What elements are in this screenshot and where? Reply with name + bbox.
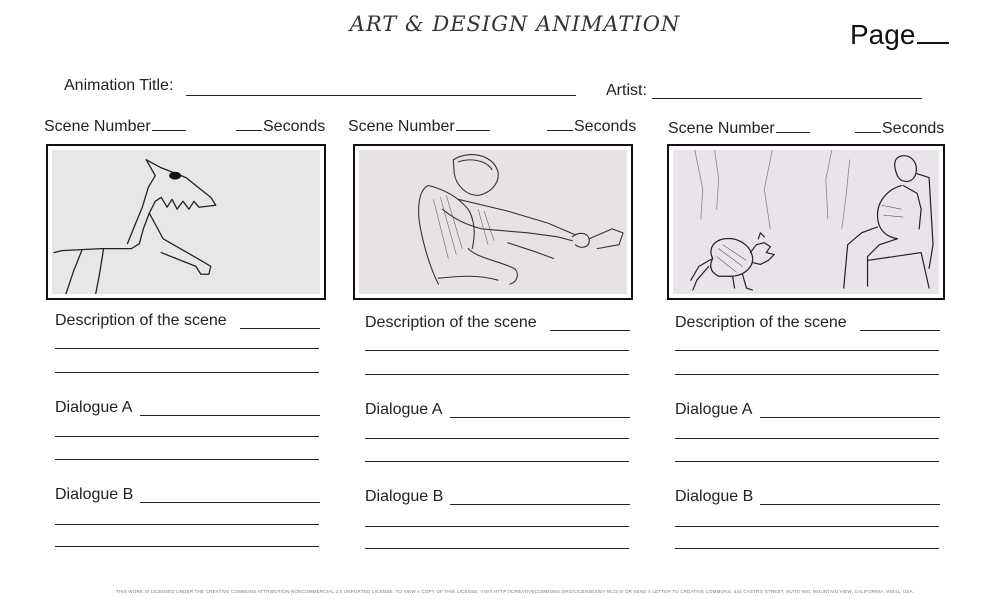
bird-and-seated-man-sketch-icon	[673, 150, 939, 294]
description-label-3: Description of the scene	[675, 314, 847, 331]
seconds-blank[interactable]	[855, 132, 881, 133]
license-footer: THIS WORK IS LICENSED UNDER THE CREATIVE COMMONS ATTRIBUTION-NONCOMMERCIAL 3.0 UNPORTED LICENSE. TO VIEW A COPY OF THIS LICENSE, VISIT HTTP://CREATIVECOMMONS.ORG/LICENSES/BY-NC/3.0/ OR SEND A LETTER TO CREATIVE COMMONS, 444 CASTRO STREET, SUITE 900, MOUNTAIN VIEW, CALIFORNIA, 94041, USA.	[115, 589, 915, 594]
dialogue-a-line[interactable]	[675, 438, 939, 439]
dialogue-b-line[interactable]	[675, 526, 939, 527]
scene-number-field[interactable]	[348, 118, 490, 136]
dialogue-a-line[interactable]	[55, 459, 319, 460]
description-line[interactable]	[675, 350, 939, 351]
dialogue-a-line[interactable]	[365, 461, 629, 462]
seconds-field[interactable]	[236, 118, 325, 136]
animation-title-label: Animation Title:	[64, 77, 174, 94]
page-title: ART & DESIGN ANIMATION	[349, 12, 681, 36]
scene-number-label: Scene Number	[348, 118, 455, 135]
dialogue-b-label-3: Dialogue B	[675, 488, 754, 505]
description-line[interactable]	[675, 374, 939, 375]
scene-number-field[interactable]	[44, 118, 186, 136]
description-field-1[interactable]	[240, 328, 320, 329]
dialogue-a-label-2: Dialogue A	[365, 401, 443, 418]
seconds-field[interactable]	[855, 120, 944, 138]
animation-title-field[interactable]	[186, 95, 576, 96]
scene-number-blank[interactable]	[456, 130, 490, 131]
dialogue-b-label-2: Dialogue B	[365, 488, 444, 505]
page-number-label: Page	[850, 19, 916, 50]
description-line[interactable]	[55, 372, 319, 373]
page-number-field[interactable]	[850, 18, 949, 51]
seconds-label: Seconds	[882, 120, 945, 137]
dialogue-a-label-1: Dialogue A	[55, 399, 133, 416]
figure-with-chain-sketch-icon	[359, 150, 627, 294]
dialogue-a-field-2[interactable]	[450, 417, 630, 418]
description-field-3[interactable]	[860, 330, 940, 331]
dialogue-b-line[interactable]	[55, 524, 319, 525]
description-field-2[interactable]	[550, 330, 630, 331]
dialogue-b-label-1: Dialogue B	[55, 486, 134, 503]
dinosaur-sketch-icon	[52, 150, 320, 294]
dialogue-b-field-3[interactable]	[760, 504, 940, 505]
seconds-blank[interactable]	[236, 130, 262, 131]
scene-number-blank[interactable]	[776, 132, 810, 133]
dialogue-b-line[interactable]	[55, 546, 319, 547]
scene-number-blank[interactable]	[152, 130, 186, 131]
seconds-blank[interactable]	[547, 130, 573, 131]
artist-label: Artist:	[606, 82, 647, 99]
seconds-field[interactable]	[547, 118, 636, 136]
artist-field[interactable]	[652, 98, 922, 99]
page-number-blank[interactable]	[917, 18, 949, 44]
storyboard-frame-1[interactable]	[46, 144, 326, 300]
storyboard-frame-2[interactable]	[353, 144, 633, 300]
description-line[interactable]	[55, 348, 319, 349]
dialogue-b-field-1[interactable]	[140, 502, 320, 503]
description-line[interactable]	[365, 350, 629, 351]
storyboard-frame-3[interactable]	[667, 144, 945, 300]
seconds-label: Seconds	[263, 118, 326, 135]
description-label-2: Description of the scene	[365, 314, 537, 331]
dialogue-a-line[interactable]	[55, 436, 319, 437]
dialogue-a-line[interactable]	[675, 461, 939, 462]
dialogue-a-field-1[interactable]	[140, 415, 320, 416]
scene-number-field[interactable]	[668, 120, 810, 138]
scene-number-label: Scene Number	[44, 118, 151, 135]
seconds-label: Seconds	[574, 118, 637, 135]
description-label-1: Description of the scene	[55, 312, 227, 329]
description-line[interactable]	[365, 374, 629, 375]
dialogue-a-label-3: Dialogue A	[675, 401, 753, 418]
dialogue-a-line[interactable]	[365, 438, 629, 439]
dialogue-b-field-2[interactable]	[450, 504, 630, 505]
dialogue-a-field-3[interactable]	[760, 417, 940, 418]
dialogue-b-line[interactable]	[365, 526, 629, 527]
dialogue-b-line[interactable]	[675, 548, 939, 549]
dialogue-b-line[interactable]	[365, 548, 629, 549]
scene-number-label: Scene Number	[668, 120, 775, 137]
